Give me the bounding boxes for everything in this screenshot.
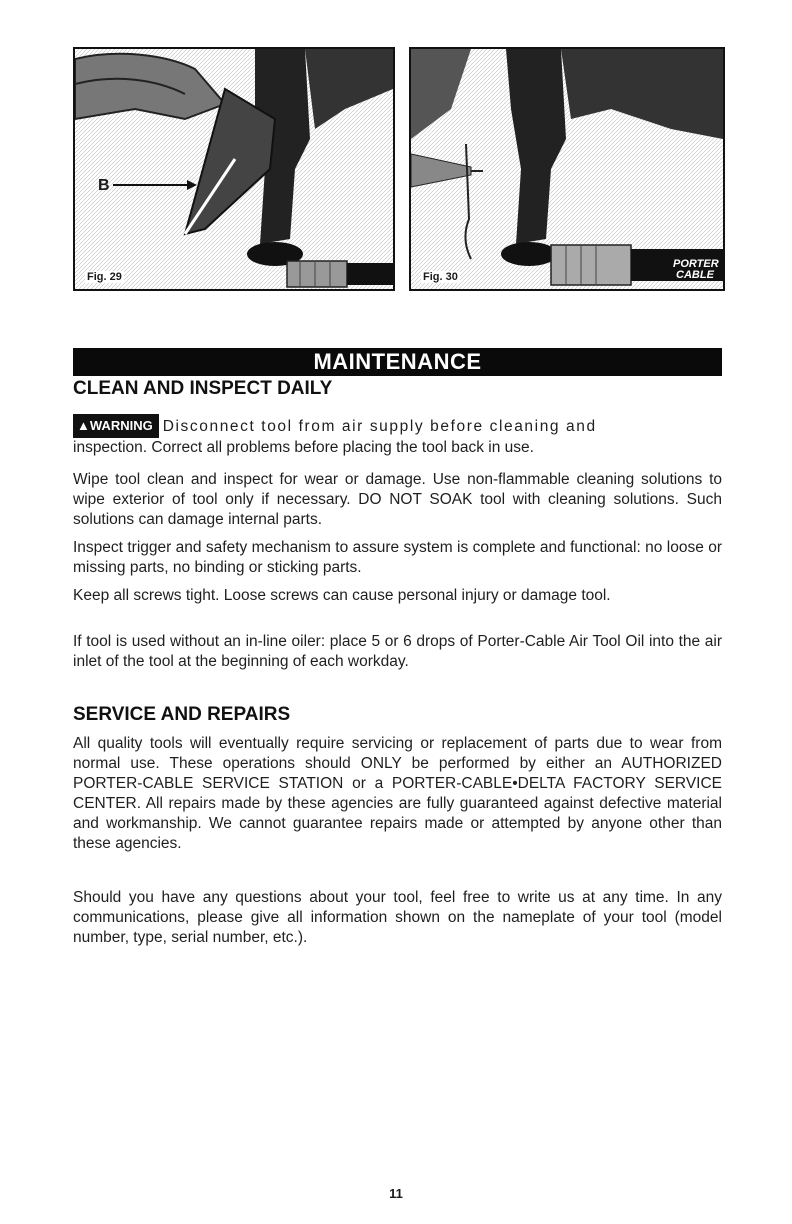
warning-triangle-icon: ▲ <box>77 418 90 433</box>
service-paragraph-2: Should you have any questions about your tool, feel free to write us at any time. In any communications, please give all information shown on the nameplate of your tool (model number, type, serial number, etc.). <box>73 889 722 946</box>
clean-paragraph-2: Inspect trigger and safety mechanism to assure system is complete and functional: no loose or missing parts, no binding or sticking parts. <box>73 539 722 576</box>
porter-cable-logo: PORTER CABLE <box>673 258 719 281</box>
figure-30-illustration <box>411 49 723 289</box>
figure-30-caption: Fig. 30 <box>423 271 458 283</box>
page-number: 11 <box>389 1186 403 1201</box>
section-title-banner: MAINTENANCE <box>73 348 722 376</box>
figure-29-illustration <box>75 49 393 289</box>
warning-first-line: Disconnect tool from air supply before cleaning and <box>162 418 597 435</box>
clean-paragraph-3: Keep all screws tight. Loose screws can cause personal injury or damage tool. <box>73 587 611 604</box>
figure-29 <box>73 47 395 291</box>
warning-badge <box>73 414 159 438</box>
figure-29-caption: Fig. 29 <box>87 271 122 283</box>
warning-rest: inspection. Correct all problems before placing the tool back in use. <box>73 439 534 456</box>
clean-paragraph-4: If tool is used without an in-line oiler: place 5 or 6 drops of Porter-Cable Air Tool Oil into the air inlet of the tool at the beginning of each workday. <box>73 633 722 670</box>
clean-paragraph-1: Wipe tool clean and inspect for wear or damage. Use non-flammable cleaning solutions to wipe exterior of tool only if necessary. DO NOT SOAK tool with cleaning solutions. Such solutions can damage internal parts. <box>73 471 722 528</box>
clean-inspect-heading: CLEAN AND INSPECT DAILY <box>73 378 333 399</box>
warning-paragraph <box>73 414 722 458</box>
figure-30 <box>409 47 725 291</box>
warning-badge-label: WARNING <box>89 418 153 433</box>
service-heading: SERVICE AND REPAIRS <box>73 704 291 725</box>
service-paragraph-1: All quality tools will eventually require servicing or replacement of parts due to wear from normal use. These operations should ONLY be performed by either an AUTHORIZED PORTER-CABLE SERVICE STATION or a PORTER-CABLE•DELTA FACTORY SERVICE CENTER. All repairs made by these agencies are fully guaranteed against defective material and workmanship. We cannot guarantee repairs made or attempted by anyone other than these agencies. <box>73 735 722 852</box>
callout-b-label: B <box>98 177 110 194</box>
